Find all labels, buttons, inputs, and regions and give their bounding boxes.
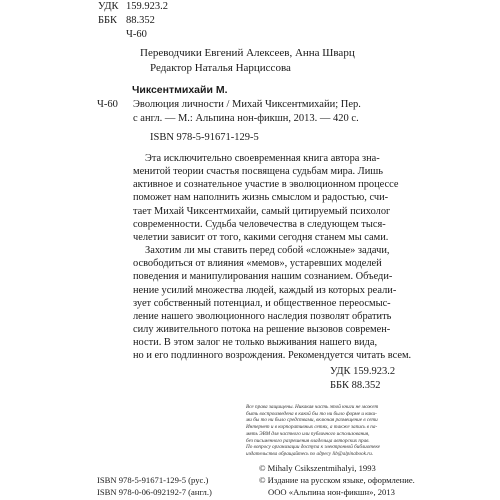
abstract-line: силу живительного потока на решение вызовов современ- (133, 324, 391, 336)
abstract-line: но и его подлинного возрождения. Рекомендуется читать всем. (133, 350, 412, 362)
abstract-line: челетии зависит от того, какими сегодня станем мы сами. (133, 231, 389, 243)
abstract-line: ление нашего эволюционного наследия позволят обратить (133, 310, 392, 322)
rights-line: издательства обращайтесь по адресу lib@alpinabook.ru. (246, 450, 374, 457)
abstract-line: нение усилий множества людей, каждый из которых реали- (133, 284, 397, 296)
rights-line: без письменного разрешения владельца авторских прав. (246, 437, 370, 444)
rights-line: мять ЭВМ для частного или публичного использования, (246, 430, 370, 437)
footer-udk: УДК 159.923.2 (330, 366, 396, 377)
rights-notice (246, 404, 416, 458)
abstract-line: поведения и манипулирования нашим сознанием. Объеди- (133, 271, 393, 283)
copyright-russian-edition: © Издание на русском языке, оформление. (259, 475, 415, 485)
abstract-line: зует собственный потенциал, и общественное переосмыс- (133, 297, 391, 309)
bbk-label: ББК (98, 15, 118, 26)
abstract-line: поможет нам наполнить жизнь смыслом и радостью, счи- (133, 192, 389, 204)
copyright-publisher: ООО «Альпина нон-фикшн», 2013 (268, 487, 395, 497)
udk-value: 159.923.2 (126, 1, 168, 12)
isbn-english: ISBN 978-0-06-092192-7 (англ.) (97, 487, 212, 497)
rights-line: ми бы то ни было средствами, включая размещение в сети (246, 417, 378, 424)
bibliographic-line-2: с англ. — М.: Альпина нон-фикшн, 2013. — 420 с. (133, 113, 359, 124)
udk-label: УДК (98, 1, 119, 12)
author-sign-header: Ч-60 (126, 29, 147, 40)
abstract-line: тает Михай Чиксентмихайи, самый цитируемый психолог (133, 205, 391, 217)
footer-bbk: ББК 88.352 (330, 380, 381, 391)
bibliographic-line-1: Эволюция личности / Михай Чиксентмихайи; Пер. (133, 99, 361, 110)
isbn-russian: ISBN 978-5-91671-129-5 (рус.) (97, 475, 209, 485)
abstract-line: ности. В этом залог не только выживания нашего вида, (133, 337, 378, 349)
copyright-original: © Mihaly Csikszentmihalyi, 1993 (259, 463, 376, 473)
abstract-line: освободиться от влияния «мемов», устаревших моделей (133, 258, 382, 270)
rights-line: быть воспроизведена в какой бы то ни было форме и каки- (246, 410, 377, 417)
abstract-line: современности. Судьба человечества в следующем тыся- (133, 218, 386, 230)
udk-header (98, 1, 168, 13)
bibliographic-isbn: ISBN 978-5-91671-129-5 (150, 132, 259, 143)
author-name: Чиксентмихайи М. (132, 84, 228, 96)
book-abstract (133, 152, 412, 363)
rights-line: Все права защищены. Никакая часть этой книги не может (246, 404, 379, 410)
rights-line: Интернет и в корпоративных сетях, а также запись в па- (246, 424, 378, 431)
bibliographic-author-sign: Ч-60 (97, 99, 118, 110)
bbk-value: 88.352 (126, 15, 155, 26)
abstract-line: Захотим ли мы ставить перед собой «сложные» задачи, (145, 245, 390, 257)
bbk-header (98, 15, 155, 27)
abstract-line: Эта исключительно своевременная книга автора зна- (145, 153, 380, 164)
abstract-line: активное и сознательное участие в эволюционном процессе (133, 179, 399, 191)
translators-credit: Переводчики Евгений Алексеев, Анна Шварц (140, 47, 355, 59)
editor-credit: Редактор Наталья Нарциссова (150, 62, 291, 74)
abstract-line: менитой теории счастья посвящена судьбам мира. Лишь (133, 166, 383, 178)
rights-line: По вопросу организации доступа к электронной библиотеке (246, 444, 380, 451)
